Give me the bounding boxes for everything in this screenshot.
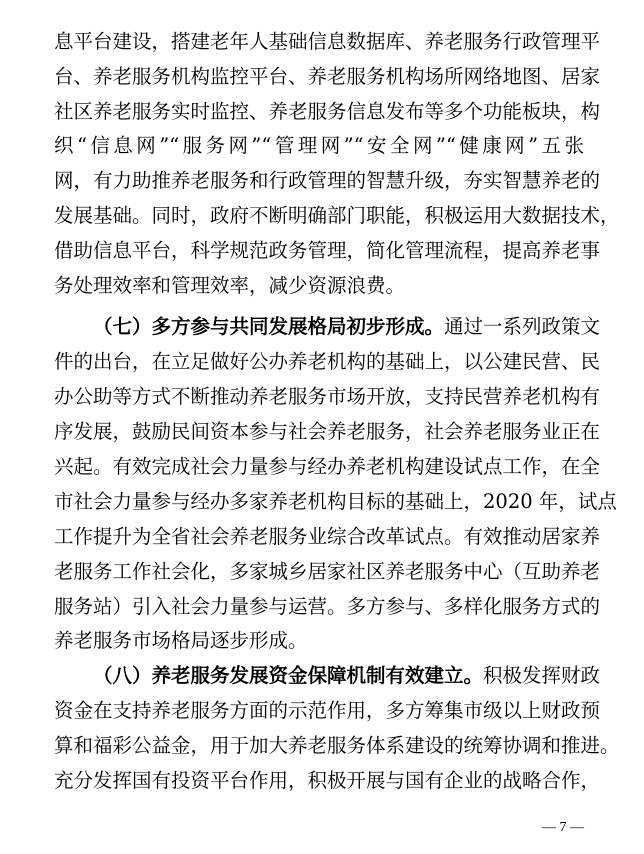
text-line: 服务站）引入社会力量参与运营。多方参与、多样化服务方式的 [54, 595, 601, 618]
text-line: 息平台建设，搭建老年人基础信息数据库、养老服务行政管理平 [54, 30, 601, 53]
heading-continuation: 积极发挥财政 [483, 664, 601, 687]
text-line: 网，有力助推养老服务和行政管理的智慧升级，夯实智慧养老的 [54, 169, 601, 192]
section-heading: （七）多方参与共同发展格局初步形成。 [93, 315, 445, 338]
text-line: 资金在支持养老服务方面的示范作用，多方筹集市级以上财政预 [54, 699, 601, 722]
section-heading: （八）养老服务发展资金保障机制有效建立。 [93, 664, 484, 687]
text-line: 老服务工作社会化，多家城乡居家社区养老服务中心（互助养老 [54, 560, 601, 583]
text-line: 办公助等方式不断推动养老服务市场开放，支持民营养老机构有 [54, 385, 601, 408]
text-line: 发展基础。同时，政府不断明确部门职能，积极运用大数据技术， [54, 204, 620, 227]
page-number: — 7 — [542, 820, 584, 835]
text-line: 序发展，鼓励民间资本参与社会养老服务，社会养老服务业正在 [54, 420, 601, 443]
text-line: 务处理效率和管理效率，减少资源浪费。 [54, 274, 406, 297]
text-line: 兴起。有效完成社会力量参与经办养老机构建设试点工作，在全 [54, 455, 601, 478]
text-line: 织“信息网”“服务网”“管理网”“安全网”“健康网”五张 [54, 134, 584, 157]
text-line: 市社会力量参与经办多家养老机构目标的基础上，2020 年，试点 [54, 490, 617, 513]
text-line: 养老服务市场格局逐步形成。 [54, 629, 308, 652]
text-line: 借助信息平台，科学规范政务管理，简化管理流程，提高养老事 [54, 239, 601, 262]
text-line: 充分发挥国有投资平台作用，积极开展与国有企业的战略合作， [54, 769, 601, 792]
paragraph-first-line [93, 315, 601, 339]
text-line: 社区养老服务实时监控、养老服务信息发布等多个功能板块，构 [54, 100, 601, 123]
text-line: 工作提升为全省社会养老服务业综合改革试点。有效推动居家养 [54, 525, 601, 548]
text-line: 台、养老服务机构监控平台、养老服务机构场所网络地图、居家 [54, 65, 601, 88]
text-line: 算和福彩公益金，用于加大养老服务体系建设的统筹协调和推进。 [54, 734, 620, 757]
heading-continuation: 通过一系列政策文 [444, 315, 601, 338]
paragraph-first-line [93, 664, 601, 688]
text-line: 件的出台，在立足做好公办养老机构的基础上，以公建民营、民 [54, 350, 601, 373]
